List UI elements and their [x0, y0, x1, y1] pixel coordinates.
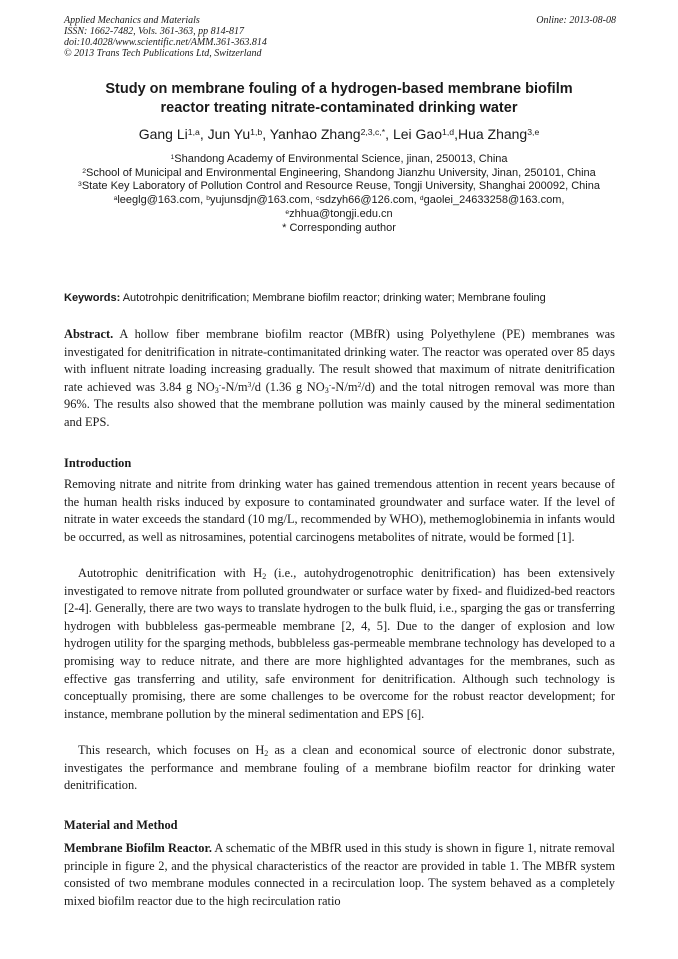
author-sup: 1,b: [250, 127, 263, 138]
paper-title: [40, 80, 638, 118]
keywords-text: Autotrohpic denitrification; Membrane biofilm reactor; drinking water; Membrane fouling: [120, 292, 546, 304]
abstract-text: /d) and the total nitrogen removal was more than 96%. The results also showed that the membrane pollution was mainly caused by the mineral sedimentation and EPS.: [64, 379, 615, 429]
superscript: 3: [247, 380, 252, 390]
email-sup: b: [206, 195, 210, 203]
author-list: [30, 125, 648, 143]
introduction-paragraph-3: [64, 742, 615, 795]
subscript: 3: [324, 386, 329, 396]
doi-line: doi:10.4028/www.scientific.net/AMM.361-363.814: [64, 37, 267, 48]
online-date: Online: 2013-08-08: [536, 15, 616, 26]
paragraph-text: This research, which focuses on H: [78, 743, 265, 757]
author-sup: 2,3,c,*: [360, 127, 386, 138]
title-line-1: Study on membrane fouling of a hydrogen-based membrane biofilm: [105, 81, 573, 97]
introduction-paragraph-1: Removing nitrate and nitrite from drinking water has gained tremendous attention in recent years because of the human health risks induced by exposure to contaminated groundwater and surface water. If the level of nitrate in water exceeds the standard (10 mg/L, recommended by WHO), methemoglobinemia in infants would be occurred, as well as nitrosamines, potential carcinogens metabolites of nitrate, would be formed [1].: [64, 477, 615, 544]
title-line-2: reactor treating nitrate-contaminated drinking water: [160, 100, 518, 116]
subscript: 3: [214, 386, 219, 396]
email-link[interactable]: gaolei_24633258@163.com,: [423, 194, 565, 207]
superscript: 2: [357, 380, 362, 390]
author-sup: 1,d: [442, 127, 455, 138]
superscript: -: [328, 380, 332, 390]
email-link[interactable]: zhhua@tongji.edu.cn: [289, 207, 393, 220]
email-sup: d: [419, 195, 424, 203]
author-sup: 1,a: [187, 127, 200, 138]
author-name: Hua Zhang: [457, 126, 528, 142]
journal-header: [64, 15, 616, 59]
section-heading-methods: Material and Method: [64, 818, 178, 832]
affiliation-sup: 1: [170, 153, 175, 161]
subsection-lead: Membrane Biofilm Reactor.: [64, 841, 212, 855]
introduction-paragraph-2: [64, 565, 615, 723]
email-link[interactable]: leeglg@163.com,: [117, 194, 207, 207]
author-sep: ,: [385, 126, 393, 142]
affiliations: [60, 153, 618, 235]
subscript: 2: [264, 749, 269, 759]
keywords-label: Keywords:: [64, 292, 121, 304]
affiliation-sup: 2: [82, 167, 86, 175]
email-line-2: [60, 208, 618, 222]
author-sep: ,: [262, 126, 270, 142]
email-sup: e: [285, 208, 290, 216]
superscript: -: [218, 380, 222, 390]
affiliation-1: [60, 153, 618, 167]
author-name: Yanhao Zhang: [269, 126, 361, 142]
affiliation-text: State Key Laboratory of Pollution Control and Resource Reuse, Tongji University, Shanghai 200092, China: [81, 180, 600, 193]
abstract-text: -N/m: [331, 379, 358, 394]
issn-line: ISSN: 1662-7482, Vols. 361-363, pp 814-817: [64, 26, 244, 37]
paragraph-text: (i.e., autohydrogenotrophic denitrification) has been extensively investigated to remove nitrate from polluted groundwater or surface water by fixed- and fluidized-bed reactors [2-4]. Generally, there are two ways to translate hydrogen to the bulk fluid, i.e., sparging the gas or transferring hydrogen with bubbleless gas-permeable membrane [2, 4, 5]. Due to the danger of explosion and low hydrogen utility for the sparging methods, bubbleless gas-permeable membrane technology has developed to a promising way to reduce nitrate, and there are more highlighted advantages for the membranes, such as effective gas transferring and utility, safe environment for denitrification. Although such technology is conceptually promising, there are some challenges to be overcome for the robust reactor development; for instance, membrane pollution by the mineral sedimentation and EPS [6].: [64, 566, 615, 721]
affiliation-2: [60, 167, 618, 181]
paragraph-text: Autotrophic denitrification with H: [78, 566, 263, 580]
abstract-text: -N/m: [221, 379, 248, 394]
email-sup: c: [315, 195, 320, 203]
copyright-line: © 2013 Trans Tech Publications Ltd, Switzerland: [64, 48, 262, 59]
email-list: [60, 194, 618, 208]
methods-paragraph-1: [64, 840, 615, 910]
corresponding-author-note: * Corresponding author: [282, 221, 396, 234]
affiliation-text: Shandong Academy of Environmental Science, jinan, 250013, China: [174, 153, 508, 165]
abstract-text: A hollow fiber membrane biofilm reactor (MBfR) using Polyethylene (PE) membranes was investigated for denitrification in nitrate-contimanitated drinking water. The reactor was operated over 85 days with influent nitrate loading increasing gradually. The result showed that maximum of nitrate denitrification rate achieved was 3.84 g NO: [64, 327, 615, 394]
email-link[interactable]: yujunsdjn@163.com,: [209, 194, 316, 207]
affiliation-text: School of Municipal and Environmental Engineering, Shandong Jianzhu University, Jinan, 250101, China: [86, 166, 596, 179]
author-sup: 3,e: [527, 127, 540, 138]
email-link[interactable]: sdzyh66@126.com,: [319, 194, 420, 207]
abstract: [64, 326, 615, 432]
abstract-text: /d (1.36 g NO: [251, 379, 325, 394]
affiliation-3: [60, 180, 618, 194]
subscript: 2: [262, 572, 267, 582]
author-name: Lei Gao: [392, 126, 442, 142]
section-heading-introduction: Introduction: [64, 456, 132, 470]
author-name: Jun Yu: [207, 126, 251, 142]
author-name: Gang Li: [138, 126, 188, 142]
author-sep: ,: [199, 126, 208, 142]
affiliation-sup: 3: [78, 181, 82, 189]
email-sup: a: [113, 195, 118, 203]
keywords: [64, 292, 624, 305]
abstract-label: Abstract.: [64, 327, 114, 341]
author-sep: ,: [454, 126, 458, 142]
paragraph-text: as a clean and economical source of electronic donor substrate, investigates the performance and membrane fouling of a membrane biofilm reactor for drinking water denitrification.: [64, 743, 616, 793]
paragraph-text: A schematic of the MBfR used in this study is shown in figure 1, nitrate removal principle in figure 2, and the physical characteristics of the reactor are provided in table 1. The MBfR system consisted of two membrane modules connected in a recirculation loop. The system behaved as a completely mixed biofilm reactor due to the high recirculation ratio: [64, 841, 615, 908]
journal-name: Applied Mechanics and Materials: [64, 15, 200, 26]
